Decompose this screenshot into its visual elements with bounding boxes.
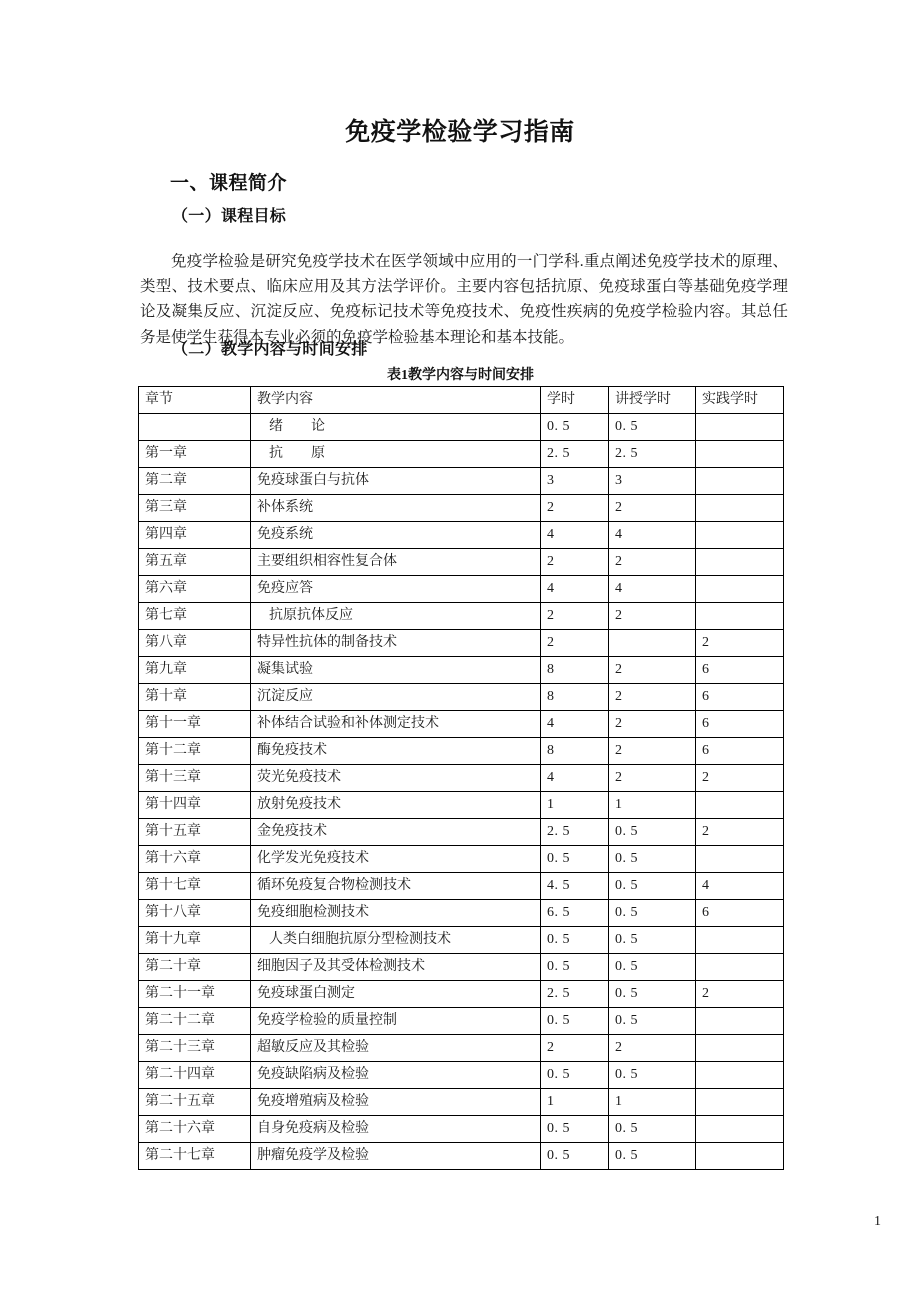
table-row bbox=[139, 468, 784, 495]
column-header-practice: 实践学时 bbox=[696, 387, 784, 414]
cell-content: 免疫应答 bbox=[251, 576, 541, 603]
cell-chapter: 第十八章 bbox=[139, 900, 251, 927]
cell-hours: 0. 5 bbox=[541, 1008, 609, 1035]
page-number: 1 bbox=[874, 1214, 881, 1229]
table-row bbox=[139, 711, 784, 738]
cell-lecture: 3 bbox=[609, 468, 696, 495]
cell-content: 补体结合试验和补体测定技术 bbox=[251, 711, 541, 738]
cell-practice bbox=[696, 549, 784, 576]
cell-content: 免疫学检验的质量控制 bbox=[251, 1008, 541, 1035]
cell-hours: 4 bbox=[541, 576, 609, 603]
cell-content: 免疫细胞检测技术 bbox=[251, 900, 541, 927]
column-header-chapter: 章节 bbox=[139, 387, 251, 414]
cell-content: 免疫缺陷病及检验 bbox=[251, 1062, 541, 1089]
cell-content: 金免疫技术 bbox=[251, 819, 541, 846]
cell-hours: 4 bbox=[541, 765, 609, 792]
column-header-content: 教学内容 bbox=[251, 387, 541, 414]
table-row bbox=[139, 576, 784, 603]
cell-lecture: 2. 5 bbox=[609, 441, 696, 468]
cell-content: 酶免疫技术 bbox=[251, 738, 541, 765]
cell-practice bbox=[696, 954, 784, 981]
cell-chapter: 第一章 bbox=[139, 441, 251, 468]
cell-chapter: 第十三章 bbox=[139, 765, 251, 792]
cell-lecture: 2 bbox=[609, 603, 696, 630]
cell-chapter: 第二十二章 bbox=[139, 1008, 251, 1035]
cell-chapter bbox=[139, 414, 251, 441]
table-row bbox=[139, 873, 784, 900]
cell-chapter: 第十一章 bbox=[139, 711, 251, 738]
table-row bbox=[139, 630, 784, 657]
cell-practice: 6 bbox=[696, 657, 784, 684]
cell-lecture: 0. 5 bbox=[609, 1008, 696, 1035]
cell-hours: 2. 5 bbox=[541, 441, 609, 468]
cell-chapter: 第二十五章 bbox=[139, 1089, 251, 1116]
cell-lecture: 1 bbox=[609, 1089, 696, 1116]
table-row bbox=[139, 522, 784, 549]
cell-content: 免疫球蛋白测定 bbox=[251, 981, 541, 1008]
column-header-hours: 学时 bbox=[541, 387, 609, 414]
cell-lecture: 0. 5 bbox=[609, 954, 696, 981]
cell-practice bbox=[696, 1116, 784, 1143]
cell-content: 细胞因子及其受体检测技术 bbox=[251, 954, 541, 981]
cell-practice bbox=[696, 1062, 784, 1089]
cell-hours: 0. 5 bbox=[541, 927, 609, 954]
cell-practice bbox=[696, 441, 784, 468]
cell-chapter: 第二十六章 bbox=[139, 1116, 251, 1143]
cell-chapter: 第五章 bbox=[139, 549, 251, 576]
cell-practice bbox=[696, 1035, 784, 1062]
table-header-row bbox=[139, 387, 784, 414]
cell-content: 肿瘤免疫学及检验 bbox=[251, 1143, 541, 1170]
table-row bbox=[139, 1089, 784, 1116]
cell-content: 免疫球蛋白与抗体 bbox=[251, 468, 541, 495]
table-row bbox=[139, 1035, 784, 1062]
table-row bbox=[139, 1008, 784, 1035]
table-row bbox=[139, 846, 784, 873]
cell-practice: 2 bbox=[696, 819, 784, 846]
cell-hours: 0. 5 bbox=[541, 954, 609, 981]
cell-hours: 2 bbox=[541, 495, 609, 522]
cell-lecture: 0. 5 bbox=[609, 981, 696, 1008]
cell-lecture bbox=[609, 630, 696, 657]
cell-chapter: 第十七章 bbox=[139, 873, 251, 900]
cell-content: 荧光免疫技术 bbox=[251, 765, 541, 792]
cell-content: 放射免疫技术 bbox=[251, 792, 541, 819]
cell-chapter: 第十章 bbox=[139, 684, 251, 711]
cell-hours: 2 bbox=[541, 549, 609, 576]
cell-hours: 8 bbox=[541, 684, 609, 711]
cell-hours: 0. 5 bbox=[541, 414, 609, 441]
course-objectives-paragraph: 免疫学检验是研究免疫学技术在医学领域中应用的一门学科.重点阐述免疫学技术的原理、类型、技术要点、临床应用及其方法学评价。主要内容包括抗原、免疫球蛋白等基础免疫学理论及凝集反应、沉淀反应、免疫标记技术等免疫技术、免疫性疾病的免疫学检验内容。其总任务是使学生获得本专业必须的免疫学检验基本理论和基本技能。 bbox=[140, 252, 788, 346]
cell-content: 补体系统 bbox=[251, 495, 541, 522]
cell-practice: 6 bbox=[696, 711, 784, 738]
table-row bbox=[139, 1143, 784, 1170]
cell-chapter: 第六章 bbox=[139, 576, 251, 603]
cell-hours: 4 bbox=[541, 711, 609, 738]
cell-content: 特异性抗体的制备技术 bbox=[251, 630, 541, 657]
cell-lecture: 0. 5 bbox=[609, 1062, 696, 1089]
section-heading-course-intro: 一、课程简介 bbox=[170, 173, 288, 194]
cell-chapter: 第十五章 bbox=[139, 819, 251, 846]
table-row bbox=[139, 1116, 784, 1143]
table-row bbox=[139, 819, 784, 846]
cell-chapter: 第二十七章 bbox=[139, 1143, 251, 1170]
subsection-heading-content-schedule: （二）教学内容与时间安排 bbox=[172, 341, 368, 358]
cell-chapter: 第二十四章 bbox=[139, 1062, 251, 1089]
cell-content: 免疫系统 bbox=[251, 522, 541, 549]
table-row bbox=[139, 495, 784, 522]
cell-chapter: 第十二章 bbox=[139, 738, 251, 765]
cell-practice bbox=[696, 576, 784, 603]
cell-lecture: 0. 5 bbox=[609, 927, 696, 954]
teaching-schedule-table bbox=[138, 386, 784, 1170]
cell-practice bbox=[696, 603, 784, 630]
cell-chapter: 第九章 bbox=[139, 657, 251, 684]
cell-practice bbox=[696, 468, 784, 495]
cell-lecture: 2 bbox=[609, 1035, 696, 1062]
cell-practice: 2 bbox=[696, 630, 784, 657]
cell-hours: 8 bbox=[541, 657, 609, 684]
cell-chapter: 第三章 bbox=[139, 495, 251, 522]
cell-content: 人类白细胞抗原分型检测技术 bbox=[251, 927, 541, 954]
cell-hours: 4 bbox=[541, 522, 609, 549]
cell-lecture: 2 bbox=[609, 738, 696, 765]
cell-hours: 2 bbox=[541, 630, 609, 657]
cell-chapter: 第二十章 bbox=[139, 954, 251, 981]
cell-practice bbox=[696, 927, 784, 954]
table-row bbox=[139, 684, 784, 711]
cell-hours: 4. 5 bbox=[541, 873, 609, 900]
cell-lecture: 2 bbox=[609, 495, 696, 522]
cell-content: 抗 原 bbox=[251, 441, 541, 468]
cell-lecture: 0. 5 bbox=[609, 414, 696, 441]
table-row bbox=[139, 792, 784, 819]
cell-hours: 2 bbox=[541, 1035, 609, 1062]
table-row bbox=[139, 441, 784, 468]
cell-lecture: 1 bbox=[609, 792, 696, 819]
table-caption: 表1教学内容与时间安排 bbox=[387, 368, 534, 383]
cell-chapter: 第二十一章 bbox=[139, 981, 251, 1008]
cell-lecture: 0. 5 bbox=[609, 873, 696, 900]
cell-practice bbox=[696, 495, 784, 522]
cell-lecture: 0. 5 bbox=[609, 1116, 696, 1143]
column-header-lecture: 讲授学时 bbox=[609, 387, 696, 414]
cell-chapter: 第二章 bbox=[139, 468, 251, 495]
cell-hours: 2. 5 bbox=[541, 981, 609, 1008]
table-row bbox=[139, 927, 784, 954]
cell-content: 化学发光免疫技术 bbox=[251, 846, 541, 873]
schedule-table-container bbox=[138, 386, 783, 1170]
cell-chapter: 第八章 bbox=[139, 630, 251, 657]
cell-hours: 3 bbox=[541, 468, 609, 495]
cell-chapter: 第七章 bbox=[139, 603, 251, 630]
table-row bbox=[139, 603, 784, 630]
cell-content: 自身免疫病及检验 bbox=[251, 1116, 541, 1143]
cell-hours: 2. 5 bbox=[541, 819, 609, 846]
cell-lecture: 0. 5 bbox=[609, 1143, 696, 1170]
cell-lecture: 0. 5 bbox=[609, 900, 696, 927]
cell-hours: 2 bbox=[541, 603, 609, 630]
cell-lecture: 0. 5 bbox=[609, 846, 696, 873]
cell-hours: 0. 5 bbox=[541, 846, 609, 873]
table-row bbox=[139, 414, 784, 441]
table-row bbox=[139, 954, 784, 981]
subsection-heading-course-objectives: （一）课程目标 bbox=[172, 208, 287, 225]
cell-content: 凝集试验 bbox=[251, 657, 541, 684]
cell-practice bbox=[696, 1143, 784, 1170]
cell-content: 循环免疫复合物检测技术 bbox=[251, 873, 541, 900]
cell-lecture: 0. 5 bbox=[609, 819, 696, 846]
cell-practice: 6 bbox=[696, 738, 784, 765]
cell-hours: 8 bbox=[541, 738, 609, 765]
cell-hours: 0. 5 bbox=[541, 1116, 609, 1143]
cell-hours: 6. 5 bbox=[541, 900, 609, 927]
cell-hours: 1 bbox=[541, 1089, 609, 1116]
page-title: 免疫学检验学习指南 bbox=[345, 118, 575, 146]
cell-content: 绪 论 bbox=[251, 414, 541, 441]
cell-content: 超敏反应及其检验 bbox=[251, 1035, 541, 1062]
cell-chapter: 第四章 bbox=[139, 522, 251, 549]
cell-chapter: 第十四章 bbox=[139, 792, 251, 819]
table-row bbox=[139, 900, 784, 927]
cell-content: 沉淀反应 bbox=[251, 684, 541, 711]
cell-lecture: 4 bbox=[609, 522, 696, 549]
cell-hours: 0. 5 bbox=[541, 1143, 609, 1170]
cell-practice bbox=[696, 414, 784, 441]
cell-content: 主要组织相容性复合体 bbox=[251, 549, 541, 576]
cell-lecture: 2 bbox=[609, 657, 696, 684]
cell-practice: 2 bbox=[696, 765, 784, 792]
cell-lecture: 2 bbox=[609, 711, 696, 738]
cell-chapter: 第二十三章 bbox=[139, 1035, 251, 1062]
table-row bbox=[139, 1062, 784, 1089]
table-row bbox=[139, 765, 784, 792]
cell-practice bbox=[696, 792, 784, 819]
cell-hours: 1 bbox=[541, 792, 609, 819]
cell-lecture: 4 bbox=[609, 576, 696, 603]
cell-lecture: 2 bbox=[609, 765, 696, 792]
cell-chapter: 第十九章 bbox=[139, 927, 251, 954]
cell-practice bbox=[696, 522, 784, 549]
cell-content: 免疫增殖病及检验 bbox=[251, 1089, 541, 1116]
cell-practice: 2 bbox=[696, 981, 784, 1008]
cell-content: 抗原抗体反应 bbox=[251, 603, 541, 630]
table-row bbox=[139, 657, 784, 684]
table-row bbox=[139, 981, 784, 1008]
cell-lecture: 2 bbox=[609, 684, 696, 711]
cell-lecture: 2 bbox=[609, 549, 696, 576]
cell-practice: 4 bbox=[696, 873, 784, 900]
cell-practice bbox=[696, 1008, 784, 1035]
cell-practice: 6 bbox=[696, 900, 784, 927]
table-row bbox=[139, 738, 784, 765]
table-row bbox=[139, 549, 784, 576]
cell-hours: 0. 5 bbox=[541, 1062, 609, 1089]
cell-chapter: 第十六章 bbox=[139, 846, 251, 873]
cell-practice bbox=[696, 1089, 784, 1116]
cell-practice: 6 bbox=[696, 684, 784, 711]
cell-practice bbox=[696, 846, 784, 873]
